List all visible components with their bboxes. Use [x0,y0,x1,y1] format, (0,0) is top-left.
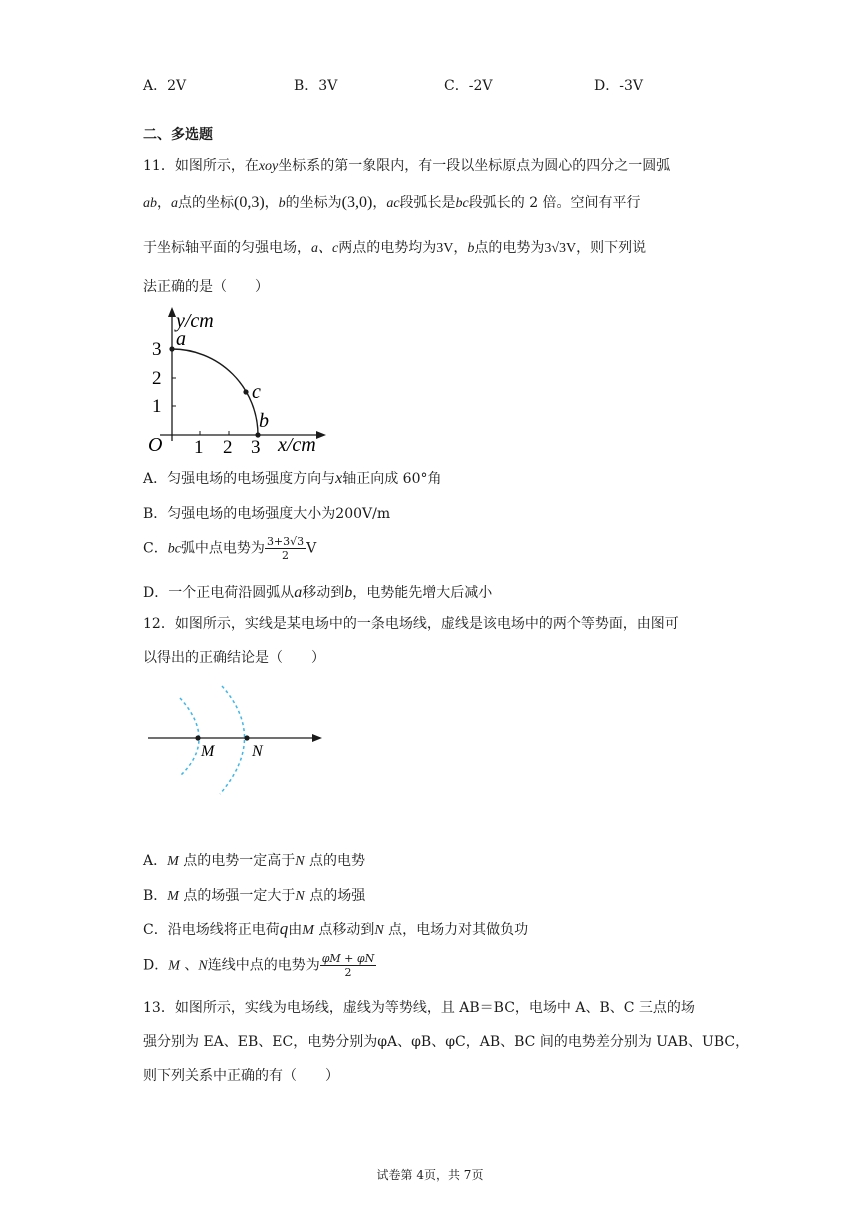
q11-ac-points: a、c [311,241,339,256]
q12-option-a-m: M [167,854,179,869]
q11-ab: ab [143,196,157,211]
q11-text: ，则下列说 [576,240,647,256]
fraction-numerator: φM + φN [321,952,375,965]
q11-text: 点的坐标 [178,195,234,211]
q12-option-b-text: B． [143,888,168,904]
x-label: x/cm [278,434,316,455]
q12-figure [140,680,330,800]
q12-option-a [143,850,365,870]
fraction-denominator: 2 [344,966,352,979]
q11-bc: bc [455,196,469,211]
q11-option-d [143,582,492,602]
q12-option-d-n: N [198,958,208,974]
q11-text: 11．如图所示，在 [143,158,259,174]
q12-option-b [143,885,365,905]
q13-line1: 13．如图所示，实线为电场线，虚线为等势线，且 AB＝BC，电场中 A、B、C 三点的场 [143,1000,695,1016]
q11-b: b [278,196,286,211]
q11-option-d-b: b [344,584,353,601]
q12-option-a-text: A． [143,853,168,869]
point-n-label: N [252,743,263,760]
field-line-arrow [312,734,322,742]
q11-text: 段弧长的 2 倍。空间有平行 [468,195,641,211]
y-label: y/cm [176,310,214,332]
q11-xoy: xoy [258,159,279,174]
origin-label: O [148,434,163,455]
y-tick-label-1: 1 [152,396,162,417]
q12-option-c-text: 由 [288,922,303,938]
q11-line1 [143,155,670,175]
fraction-denominator: 2 [282,549,290,562]
y-tick-label-2: 2 [152,368,162,389]
point-a-dot [169,346,174,351]
q11-option-c-unit: V [306,540,317,557]
q12-option-d-text: 连线中点的电势为 [207,957,320,974]
q11-option-a [143,468,442,488]
q13-line3: 则下列关系中正确的有（ ） [143,1068,339,1084]
y-axis-arrow [168,307,176,317]
x-tick-label-1: 1 [194,437,204,455]
point-a-label: a [176,328,186,350]
q10-option-a: A．2V [143,78,187,94]
q12-option-d-text: D． [143,957,169,974]
q12-option-a-text: 点的电势 [304,853,366,869]
q11-text: ， [157,195,171,211]
q11-b: b [467,241,475,256]
q11-option-a-text: 轴正向成 60°角 [342,471,442,487]
fraction-numerator: 3+3√3 [266,535,305,548]
y-tick-label-3: 3 [152,339,162,360]
q12-option-c-text: 点，电场力对其做负功 [383,922,529,938]
q12-option-c-text: C．沿电场线将正电荷 [143,922,280,938]
q11-line4: 法正确的是（ ） [143,279,269,295]
q12-line2: 以得出的正确结论是（ ） [143,650,325,666]
q11-figure [140,305,330,455]
q11-option-c [143,535,316,562]
q11-option-b: B．匀强电场的电场强度大小为200V/m [143,506,391,522]
q11-option-c-bc: bc [167,541,181,557]
point-c-dot [243,389,248,394]
q11-text: 段弧长是 [399,195,456,211]
x-axis-arrow [316,431,326,439]
q11-text: ， [264,195,279,211]
point-n-dot [244,735,249,740]
q12-option-a-n: N [295,854,305,869]
equipotential-2 [220,686,245,794]
section-title: 二、多选题 [143,127,213,143]
q10-option-c: C．-2V [444,78,493,94]
point-m-label: M [201,743,215,760]
q12-option-b-m: M [167,889,179,904]
q12-option-c [143,919,528,939]
q12-option-a-text: 点的电势一定高于 [178,853,296,869]
q11-option-a-x: x [335,470,343,487]
point-c-label: c [252,381,261,403]
q11-line3 [143,237,646,257]
q11-option-a-text: A．匀强电场的电场强度方向与 [143,471,336,487]
q11-text: ， [372,195,387,211]
q10-option-b: B．3V [294,78,338,94]
q13-line2: 强分别为 EA、EB、EC，电势分别为φA、φB、φC，AB、BC 间的电势差分别为 UAB、UBC， [143,1034,750,1050]
q11-coord-b: (3,0) [341,194,373,211]
q12-option-c-m: M [302,923,314,938]
page-footer: 试卷第 4页，共 7页 [376,1168,484,1182]
q12-option-d [143,952,376,979]
q12-option-b-n: N [295,889,305,904]
q12-option-c-text: 点移动到 [313,922,375,938]
q11-option-d-text: 移动到 [302,585,345,601]
x-tick-label-2: 2 [223,437,233,455]
point-b-label: b [259,410,269,432]
q12-option-d-text: 、 [179,957,199,974]
q12-option-b-text: 点的场强一定大于 [178,888,296,904]
point-m-dot [195,735,200,740]
q11-3root3v: 3√3V [544,241,577,256]
q12-line1: 12．如图所示，实线是某电场中的一条电场线，虚线是该电场中的两个等势面，由图可 [143,616,679,632]
q11-option-c-text: C． [143,540,168,557]
q11-text: 两点的电势均为 [338,240,437,256]
q11-text: 坐标系的第一象限内，有一段以坐标原点为圆心的四分之一圆弧 [278,158,671,174]
q12-option-b-text: 点的场强 [304,888,366,904]
q11-a: a [171,196,178,211]
q11-text: 点的电势为 [474,240,545,256]
q11-option-c-text: 弧中点电势为 [180,540,265,557]
q12-option-c-q: q [279,919,289,938]
q11-text: 的坐标为 [285,195,342,211]
q11-line2 [143,192,641,212]
q11-ac: ac [386,196,400,211]
q11-option-d-text: ，电势能先增大后减小 [352,585,493,601]
q11-option-d-text: D．一个正电荷沿圆弧从 [143,585,295,601]
q11-text: 于坐标轴平面的匀强电场， [143,240,311,256]
q12-option-c-n: N [374,923,384,938]
q10-option-d: D．-3V [594,78,643,94]
q11-option-c-fraction [265,535,306,562]
q11-coord-a: (0,3) [234,194,265,211]
q12-option-d-fraction [320,952,377,979]
q11-3v: 3V [436,241,454,256]
x-tick-label-3: 3 [251,437,261,455]
q11-option-d-a: a [294,584,303,601]
q11-text: ， [453,240,468,256]
q12-option-d-m: M [168,958,180,974]
